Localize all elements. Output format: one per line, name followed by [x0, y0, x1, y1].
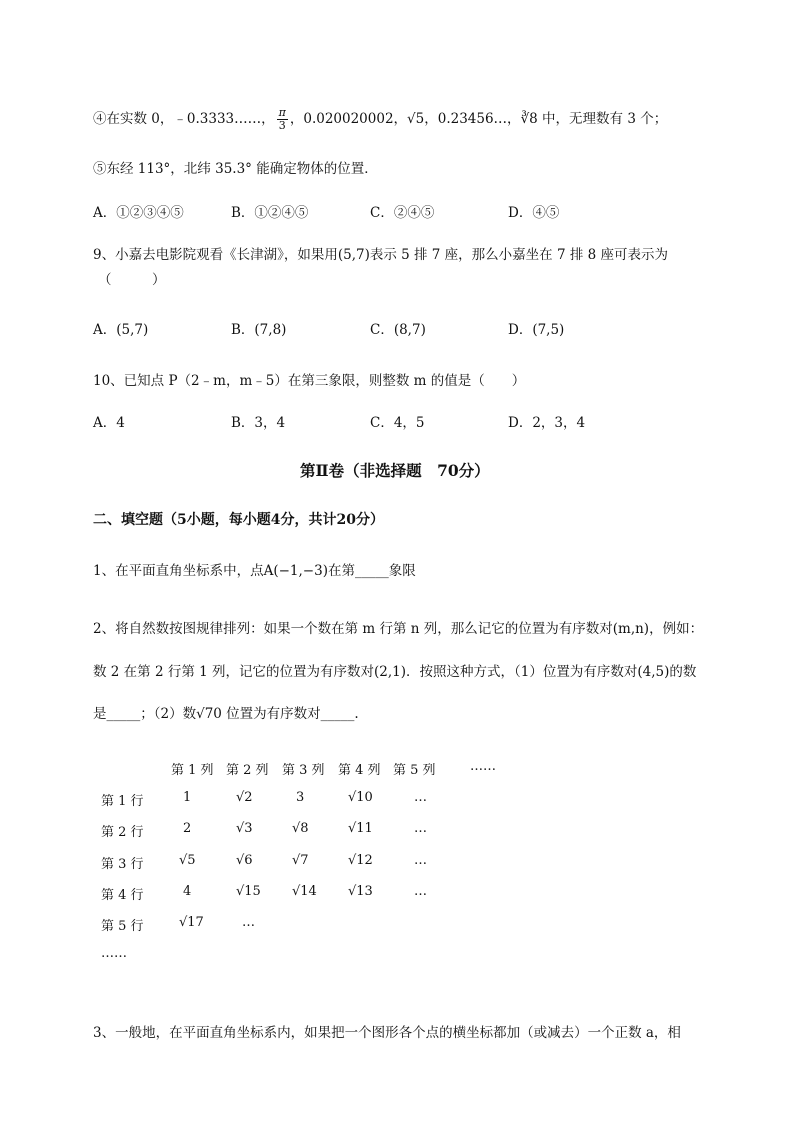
- table-cell: √11: [348, 821, 373, 836]
- table-cell: √6: [236, 853, 253, 868]
- table-cell: √3: [236, 821, 253, 836]
- q8-item4: [93, 107, 667, 132]
- q8-item5: ⑤东经 113°，北纬 35.3° 能确定物体的位置．: [93, 161, 378, 177]
- fraction-numerator: π: [278, 106, 286, 119]
- q8-option-a: A．①②③④⑤: [93, 205, 184, 221]
- table-cell: √7: [292, 853, 309, 868]
- col-head-more: ……: [470, 759, 496, 774]
- q9-option-c: C．(8,7): [370, 322, 426, 338]
- q8-option-b: B．①②④⑤: [231, 205, 309, 221]
- pi-over-3-fraction: [277, 107, 288, 132]
- col-head-5: 第 5 列: [393, 763, 436, 778]
- q8-item4-text-a: ④在实数 0，﹣0.3333……，: [93, 111, 275, 127]
- table-cell: …: [414, 884, 427, 899]
- table-cell: √5: [179, 853, 196, 868]
- table-cell: …: [242, 915, 255, 930]
- table-cell: √14: [292, 884, 317, 899]
- col-head-4: 第 4 列: [338, 763, 381, 778]
- q9-stem-line2: （ ）: [98, 272, 166, 288]
- q10-option-d: D．2，3，4: [508, 415, 586, 431]
- table-cell: √12: [348, 853, 373, 868]
- table-cell: √10: [348, 790, 373, 805]
- fill1-question: 1、在平面直角坐标系中，点A(−1,−3)在第_____象限: [93, 563, 416, 579]
- table-cell: 4: [183, 884, 192, 899]
- fraction-denominator: 3: [278, 119, 286, 132]
- table-cell: √17: [179, 915, 204, 930]
- table-cell: √13: [348, 884, 373, 899]
- q10-stem: 10、已知点 P（2﹣m，m﹣5）在第三象限，则整数 m 的值是（ ）: [93, 373, 526, 389]
- q8-option-c: C．②④⑤: [370, 205, 435, 221]
- q8-option-d: D．④⑤: [508, 205, 560, 221]
- q9-stem-line1: 9、小嘉去电影院观看《长津湖》，如果用(5,7)表示 5 排 7 座，那么小嘉坐在 7 排 8 座可表示为: [93, 247, 669, 263]
- col-head-2: 第 2 列: [226, 763, 269, 778]
- fill3-line1: 3、一般地，在平面直角坐标系内，如果把一个图形各个点的横坐标都加（或减去）一个正数 a，相: [93, 1025, 681, 1041]
- row-head-3: 第 3 行: [101, 857, 144, 872]
- table-cell: …: [414, 853, 427, 868]
- table-cell: 1: [183, 790, 192, 805]
- table-cell: …: [414, 790, 427, 805]
- q8-item4-text-b: ，0.020020002，√5，0.23456…，∛8 中，无理数有 3 个；: [289, 111, 668, 127]
- table-cell: √8: [292, 821, 309, 836]
- table-cell: √2: [236, 790, 253, 805]
- row-head-5: 第 5 行: [101, 919, 144, 934]
- q10-option-c: C．4，5: [370, 415, 425, 431]
- q10-option-a: A．4: [93, 415, 125, 431]
- col-head-1: 第 1 列: [171, 763, 214, 778]
- table-cell: 2: [183, 821, 192, 836]
- row-head-4: 第 4 行: [101, 888, 144, 903]
- table-cell: 3: [296, 790, 305, 805]
- fill2-line3: 是_____；（2）数√70 位置为有序数对_____.: [93, 706, 359, 722]
- q9-option-a: A．(5,7): [93, 322, 149, 338]
- col-head-3: 第 3 列: [282, 763, 325, 778]
- q9-option-d: D．(7,5): [508, 322, 565, 338]
- part2-title: 第Ⅱ卷（非选择题 70分）: [300, 461, 490, 480]
- row-head-2: 第 2 行: [101, 825, 144, 840]
- table-cell: √15: [236, 884, 261, 899]
- fill-section-heading: 二、填空题（5小题，每小题4分，共计20分）: [93, 512, 384, 528]
- row-head-1: 第 1 行: [101, 794, 144, 809]
- table-ellipsis: ……: [101, 946, 127, 961]
- fill2-line2: 数 2 在第 2 行第 1 列，记它的位置为有序数对(2,1)．按照这种方式，（1）位置为有序数对(4,5)的数: [93, 664, 697, 680]
- q9-option-b: B．(7,8): [231, 322, 287, 338]
- fill2-line1: 2、将自然数按图规律排列：如果一个数在第 m 行第 n 列，那么记它的位置为有序数对(m,n)，例如：: [93, 621, 704, 637]
- q10-option-b: B．3，4: [231, 415, 286, 431]
- table-cell: …: [414, 821, 427, 836]
